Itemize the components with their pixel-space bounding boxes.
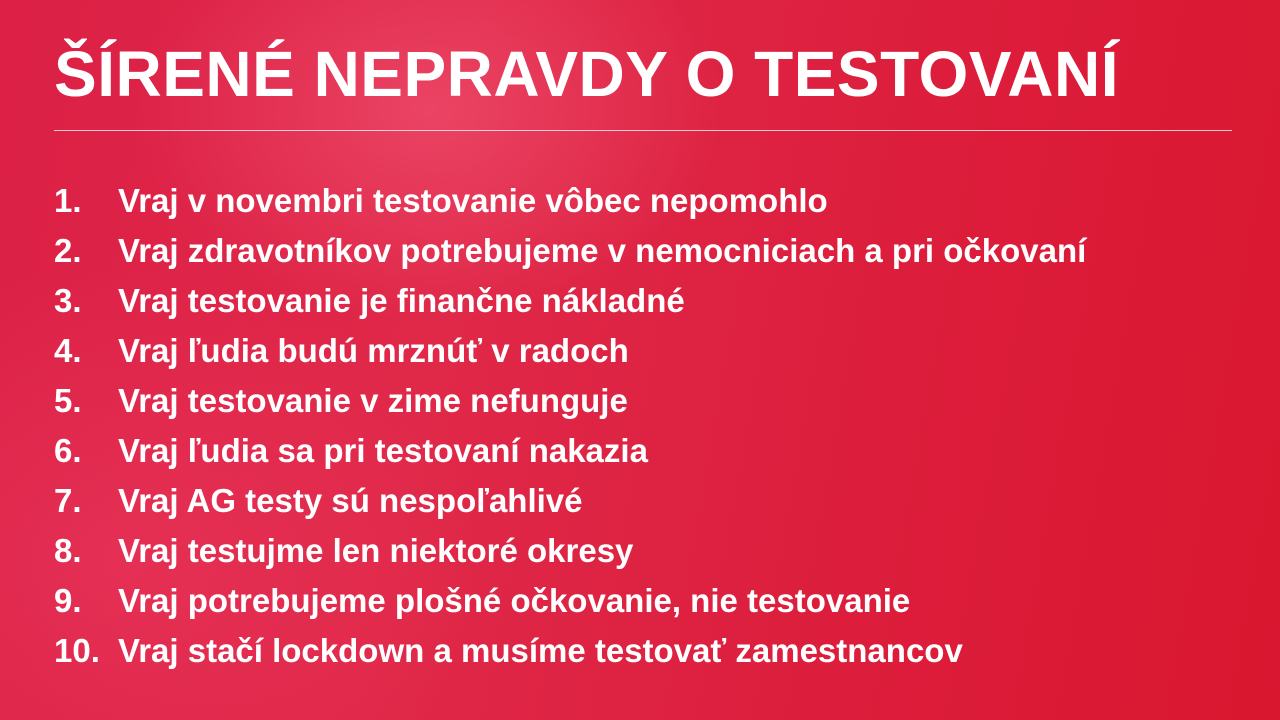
- title-divider: [54, 130, 1232, 131]
- list-item: [54, 376, 1086, 426]
- list-item-number: 1.: [54, 182, 82, 219]
- list-item: [54, 426, 1086, 476]
- list-item-text: Vraj ľudia sa pri testovaní nakazia: [118, 432, 648, 469]
- list-item: [54, 276, 1086, 326]
- list-item: [54, 326, 1086, 376]
- list-item-text: Vraj testujme len niektoré okresy: [118, 532, 634, 569]
- list-item-text: Vraj stačí lockdown a musíme testovať zamestnancov: [118, 632, 963, 669]
- list-item-number: 7.: [54, 482, 82, 519]
- list-item-number: 10.: [54, 632, 100, 669]
- list-item-text: Vraj testovanie v zime nefunguje: [118, 382, 628, 419]
- slide-title: ŠÍRENÉ NEPRAVDY O TESTOVANÍ: [54, 38, 1119, 110]
- list-item-number: 6.: [54, 432, 82, 469]
- list-item: [54, 476, 1086, 526]
- list-item-number: 2.: [54, 232, 82, 269]
- list-item-text: Vraj v novembri testovanie vôbec nepomohlo: [118, 182, 828, 219]
- list-item-text: Vraj potrebujeme plošné očkovanie, nie testovanie: [118, 582, 911, 619]
- list-item-text: Vraj testovanie je finančne nákladné: [118, 282, 685, 319]
- list-item-number: 4.: [54, 332, 82, 369]
- myth-list: [54, 176, 1086, 676]
- list-item-text: Vraj zdravotníkov potrebujeme v nemocniciach a pri očkovaní: [118, 232, 1087, 269]
- list-item: [54, 176, 1086, 226]
- list-item-number: 3.: [54, 282, 82, 319]
- list-item-text: Vraj ľudia budú mrznúť v radoch: [118, 332, 629, 369]
- list-item: [54, 576, 1086, 626]
- list-item-text: Vraj AG testy sú nespoľahlivé: [118, 482, 583, 519]
- list-item: [54, 226, 1086, 276]
- list-item-number: 8.: [54, 532, 82, 569]
- list-item-number: 5.: [54, 382, 82, 419]
- list-item: [54, 626, 1086, 676]
- list-item-number: 9.: [54, 582, 82, 619]
- list-item: [54, 526, 1086, 576]
